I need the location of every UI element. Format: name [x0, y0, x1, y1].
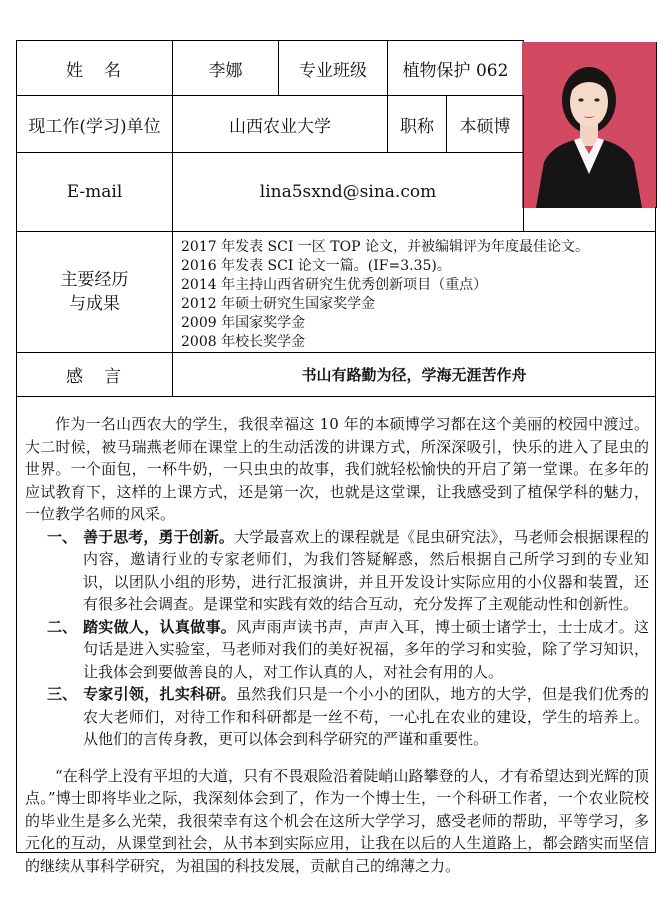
essay-point	[25, 683, 649, 751]
portrait-image	[522, 42, 656, 208]
experience-list	[172, 231, 656, 353]
portrait-photo	[522, 42, 657, 208]
unit-label	[16, 95, 173, 153]
unit-label-text: 现工作(学习)单位	[28, 116, 161, 137]
motto-value-text: 书山有路勤为径，学海无涯苦作舟	[301, 366, 527, 384]
essay-point-number: 一、	[47, 527, 78, 546]
class-value-text: 植物保护 062	[402, 60, 509, 81]
essay-point-text: 风声雨声读书声，声声入耳，博士硕士诸学士，士士成才。这句话是进入实验室，马老师对我们的美好祝福，多年的学习和实验，除了学习知识，让我体会到要做善良的人，对工作认真的人，对社会有用的人。	[83, 617, 649, 681]
motto-value	[172, 352, 656, 397]
title-label-text: 职称	[400, 116, 434, 137]
essay-point	[25, 616, 649, 684]
essay-closing: “在科学上没有平坦的大道，只有不畏艰险沿着陡峭山路攀登的人，才有希望达到光辉的顶点。”博士即将毕业之际，我深刻体会到了，作为一个博士生，一个科研工作者，一个农业院校的毕业生是多么光荣，我很荣幸有这个机会在这所大学学习，感受老师的帮助，平等学习，多元化的互动，从课堂到社会，从书本到实际应用，让我在以后的人生道路上，都会踏实而坚信的继续从事科学研究，为祖国的科技发展，贡献自己的绵薄之力。	[25, 766, 649, 875]
photo-frame-bottom	[523, 207, 656, 232]
class-label	[278, 40, 388, 96]
essay-intro: 作为一名山西农大的学生，我很幸福这 10 年的本硕博学习都在这个美丽的校园中渡过。大二时候，被马瑞燕老师在课堂上的生动活泼的讲课方式，所深深吸引，快乐的进入了昆虫的世界。一个面包，一杯牛奶，一只虫虫的故事，我们就轻松愉快的开启了第一堂课。在多年的应试教育下，这样的上课方式，还是第一次，也就是这堂课，让我感受到了植保学科的魅力，一位教学名师的风采。	[25, 415, 649, 523]
email-value	[172, 152, 524, 232]
experience-item: 2016 年发表 SCI 论文一篇。(IF=3.35)。	[181, 258, 451, 274]
essay-point-text: 大学最喜欢上的课程就是《昆虫研究法》，马老师会根据课程的内容，邀请行业的专家老师们，为我们答疑解惑，然后根据自己所学习到的专业知识，以团队小组的形势，进行汇报演讲，并且开发设计实际应用的小仪器和装置，还有很多社会调查。是课堂和实践有效的结合互动，充分发挥了主观能动性和创新性。	[83, 527, 649, 613]
title-label	[387, 95, 447, 153]
name-value-text: 李娜	[208, 60, 243, 81]
essay-body	[16, 396, 656, 875]
experience-label	[16, 231, 173, 353]
motto-label	[16, 352, 173, 397]
essay-point-heading: 善于思考，勇于创新。	[83, 527, 234, 546]
unit-value	[172, 95, 388, 153]
experience-item: 2009 年国家奖学金	[181, 315, 306, 331]
class-label-text: 专业班级	[299, 60, 367, 81]
essay-point	[25, 526, 649, 616]
essay-point-heading: 专家引领，扎实科研。	[83, 685, 237, 703]
title-value-text: 本硕博	[459, 116, 511, 137]
email-value-text: lina5sxnd@sina.com	[259, 182, 437, 202]
email-label	[16, 152, 173, 232]
essay-point-heading: 踏实做人，认真做事。	[83, 617, 237, 636]
unit-value-text: 山西农业大学	[229, 116, 331, 137]
experience-item: 2017 年发表 SCI 一区 TOP 论文，并被编辑评为年度最佳论文。	[181, 239, 589, 255]
email-label-text: E-mail	[66, 182, 123, 202]
name-label-text: 姓 名	[66, 60, 123, 81]
essay-point-number: 三、	[47, 685, 78, 703]
experience-item: 2012 年硕士研究生国家奖学金	[181, 296, 376, 312]
essay-point-text: 虽然我们只是一个小小的团队，地方的大学，但是我们优秀的农大老师们，对待工作和科研都是一丝不苟，一心扎在农业的建设，学生的培养上。从他们的言传身教，更可以体会到科学研究的严谨和重要性。	[83, 685, 649, 748]
experience-label-line2: 与成果	[69, 294, 120, 314]
experience-label-line1: 主要经历	[60, 270, 129, 290]
name-value	[172, 40, 279, 96]
title-value	[446, 95, 524, 153]
experience-item: 2008 年校长奖学金	[181, 334, 306, 350]
experience-item: 2014 年主持山西省研究生优秀创新项目（重点）	[181, 277, 488, 293]
name-label	[16, 40, 173, 96]
paragraph-gap	[25, 751, 649, 765]
motto-label-text: 感 言	[66, 367, 123, 387]
class-value	[387, 40, 524, 96]
essay-point-number: 二、	[47, 617, 78, 636]
